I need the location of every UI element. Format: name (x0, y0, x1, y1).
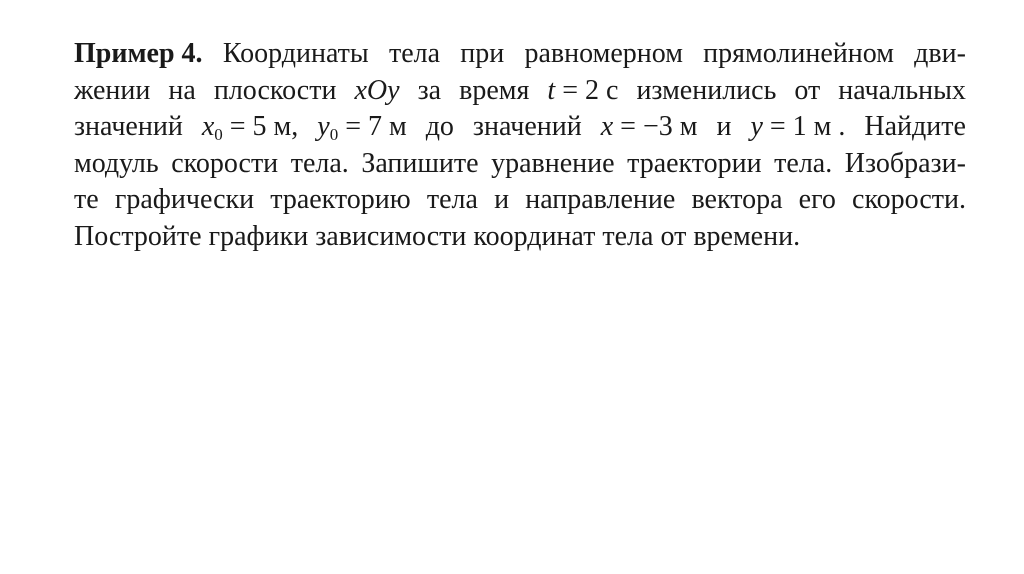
word: графически (114, 184, 255, 215)
word: тела. (290, 147, 349, 179)
word: времени. (693, 220, 801, 252)
word: за (417, 74, 442, 106)
text-line-4 (74, 146, 966, 183)
word: начальных (838, 74, 966, 106)
x-symbol: x (600, 111, 614, 142)
word: значений (472, 111, 582, 142)
x-final-value: = −3 м (613, 111, 698, 142)
y0-value: = 7 м (338, 111, 407, 142)
word: от (660, 220, 687, 252)
word: те (74, 184, 99, 215)
word: Координаты (222, 38, 369, 69)
text-line-6 (74, 219, 966, 256)
text-line-1 (74, 36, 966, 73)
word: скорости (171, 147, 279, 179)
word: Постройте (74, 220, 202, 252)
word: равномерном (524, 38, 683, 69)
y0-subscript: 0 (329, 125, 339, 144)
time-symbol: t (547, 74, 556, 106)
word: уравнение (491, 147, 615, 179)
x-final-formula (601, 109, 698, 146)
word: до (425, 111, 454, 142)
problem-text (74, 36, 966, 255)
text-line-3 (74, 109, 966, 146)
word: и (494, 184, 510, 215)
word: траектории (627, 147, 762, 179)
word: дви- (914, 38, 966, 69)
word: его (798, 184, 836, 215)
word: изменились (636, 74, 777, 106)
word: Изобрази- (844, 147, 966, 179)
word: направление (525, 184, 676, 215)
text-line-5 (74, 182, 966, 219)
word: жении (74, 74, 151, 106)
word: тела (602, 220, 654, 252)
word: тела (388, 38, 441, 69)
y-symbol: y (317, 111, 330, 142)
y-final-value: = 1 м . (762, 111, 846, 142)
x0-subscript: 0 (214, 125, 223, 144)
word: и (716, 111, 732, 142)
example-heading: Пример 4. (74, 38, 203, 69)
word: время (459, 74, 530, 106)
word: модуль (74, 147, 159, 179)
word: на (168, 74, 196, 106)
word: при (460, 38, 505, 69)
word: Найдите (864, 111, 966, 142)
word: прямолинейном (703, 38, 894, 69)
word: зависимости (315, 220, 467, 252)
y-final-formula (750, 109, 845, 146)
time-value: = 2 с (555, 74, 619, 106)
word: тела (426, 184, 478, 215)
text-line-2 (74, 73, 966, 110)
word: плоскости (213, 74, 337, 106)
word: Запишите (361, 147, 479, 179)
word: вектора (691, 184, 783, 215)
time-formula (547, 73, 618, 110)
word: скорости. (852, 184, 966, 215)
word: от (794, 74, 821, 106)
word: значений (74, 111, 183, 142)
word: траекторию (270, 184, 411, 215)
x-symbol: x (201, 111, 215, 142)
y-symbol: y (750, 111, 763, 142)
word: координат (473, 220, 596, 252)
plane-xoy: xOy (354, 74, 400, 106)
word: тела. (774, 147, 833, 179)
word: графики (208, 220, 309, 252)
x0-value: = 5 м, (222, 111, 299, 142)
